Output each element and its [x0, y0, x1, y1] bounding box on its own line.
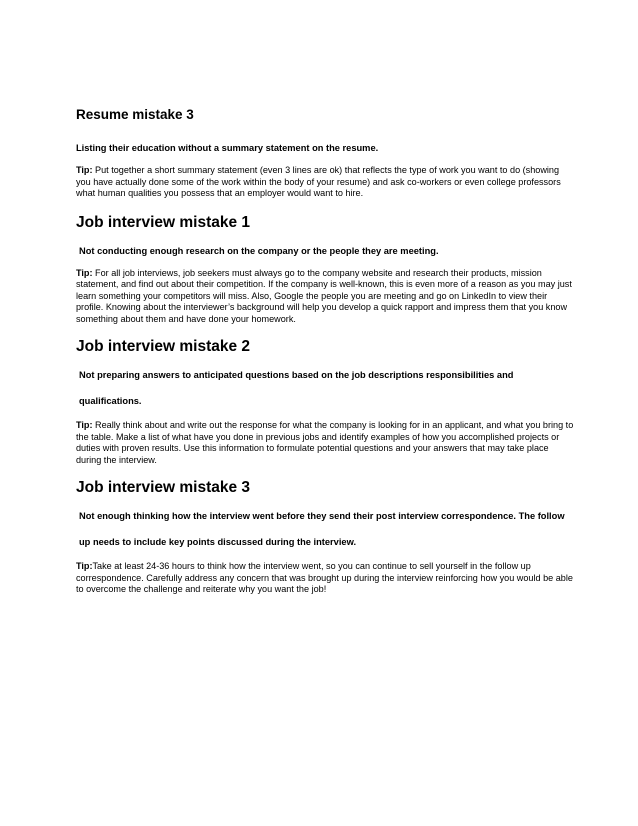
tip-text: For all job interviews, job seekers must always go to the company website and research their products, mission statement, and find out about their competition. If the company is well-known, this is even more of a reason as you may just learn something your competitors will miss. Also, Google the people you are meeting and go on LinkedIn to view their profile. Knowing about the interviewer’s background will help you develop a quick rapport and impress them that you know something about them and have done your homework.	[76, 267, 572, 324]
tip-text: Take at least 24-36 hours to think how the interview went, so you can continue to sell yourself in the follow up correspondence. Carefully address any concern that was brought up during the interview reinforcing how you would be able to overcome the challenge and reiterate why you want the job!	[76, 561, 573, 594]
section-tip	[76, 420, 576, 466]
section-tip	[76, 268, 576, 326]
tip-label: Tip:	[76, 165, 93, 175]
tip-text: Put together a short summary statement (even 3 lines are ok) that reflects the type of work you want to do (showing you have actually done some of the work within the body of your resume) and ask co-workers or even college professors what human qualities you possess that an employer would want to hire.	[76, 165, 561, 198]
section-heading: Resume mistake 3	[76, 107, 194, 122]
section-heading: Job interview mistake 2	[76, 338, 251, 355]
section-heading: Job interview mistake 1	[76, 213, 251, 231]
tip-label: Tip:	[76, 420, 93, 430]
tip-text: Really think about and write out the response for what the company is looking for in an applicant, and what you bring to the table. Make a list of what have you done in previous jobs and identify examples of how you accomplished projects or duties with proven results. Use this information to formulate potential questions and your answers that may take place during the interview.	[76, 420, 574, 465]
tip-label: Tip:	[76, 267, 93, 278]
section-heading: Job interview mistake 3	[76, 479, 251, 496]
section-lead: Not conducting enough research on the company or the people they are meeting.	[79, 245, 439, 256]
document-page	[76, 106, 576, 596]
section-lead: Listing their education without a summary statement on the resume.	[76, 143, 379, 153]
section-lead: Not preparing answers to anticipated questions based on the job descriptions responsibilities and qualifications.	[79, 370, 514, 406]
section-tip	[76, 165, 576, 200]
tip-label: Tip:	[76, 561, 93, 571]
section-tip	[76, 561, 576, 596]
section-lead: Not enough thinking how the interview went before they send their post interview correspondence. The follow up needs to include key points discussed during the interview.	[79, 511, 565, 547]
